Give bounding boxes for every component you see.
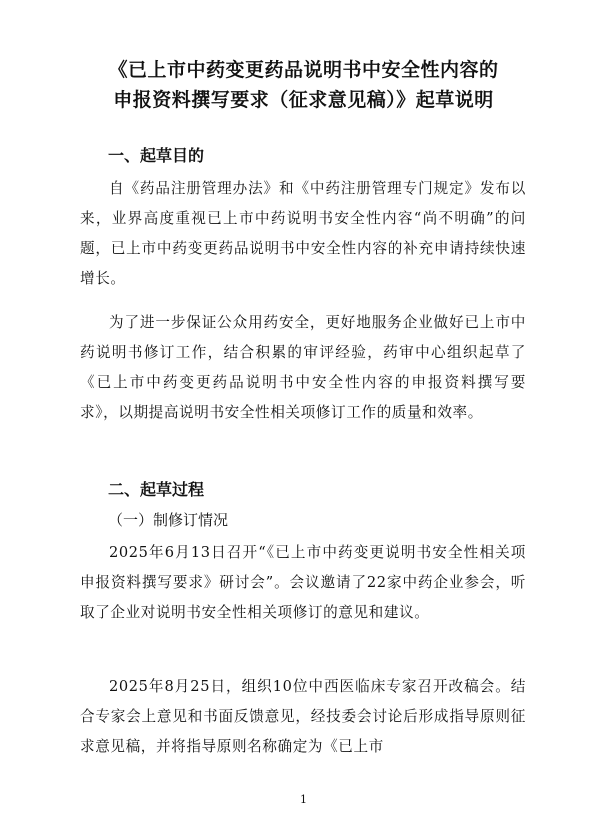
subsection-heading-revision: （一）制修订情况	[108, 511, 229, 529]
document-title-line-2: 申报资料撰写要求（征求意见稿）》起草说明	[113, 89, 494, 111]
page-number: 1	[300, 793, 307, 806]
section-heading-purpose: 一、起草目的	[108, 146, 205, 165]
paragraph-purpose-2: 为了进一步保证公众用药安全，更好地服务企业做好已上市中药说明书修订工作，结合积累的审评经验，药审中心组织起草了《已上市中药变更药品说明书中安全性内容的申报资料撰写要求》，以期提高说明书安全性相关项修订工作的质量和效率。	[80, 314, 526, 421]
section-heading-process: 二、起草过程	[108, 480, 205, 499]
paragraph-process-1: 2025年6月13日召开“《已上市中药变更说明书安全性相关项申报资料撰写要求》研讨会”。会议邀请了22家中药企业参会，听取了企业对说明书安全性相关项修订的意见和建议。	[80, 544, 526, 621]
paragraph-process-2: 2025年8月25日，组织10位中西医临床专家召开改稿会。结合专家会上意见和书面反馈意见，经技委会讨论后形成指导原则征求意见稿，并将指导原则名称确定为《已上市	[80, 678, 526, 755]
document-title-line-1: 《已上市中药变更药品说明书中安全性内容的	[108, 59, 499, 81]
paragraph-purpose-1: 自《药品注册管理办法》和《中药注册管理专门规定》发布以来，业界高度重视已上市中药说明书安全性内容“尚不明确”的问题，已上市中药变更药品说明书中安全性内容的补充申请持续快速增长。	[80, 180, 526, 287]
